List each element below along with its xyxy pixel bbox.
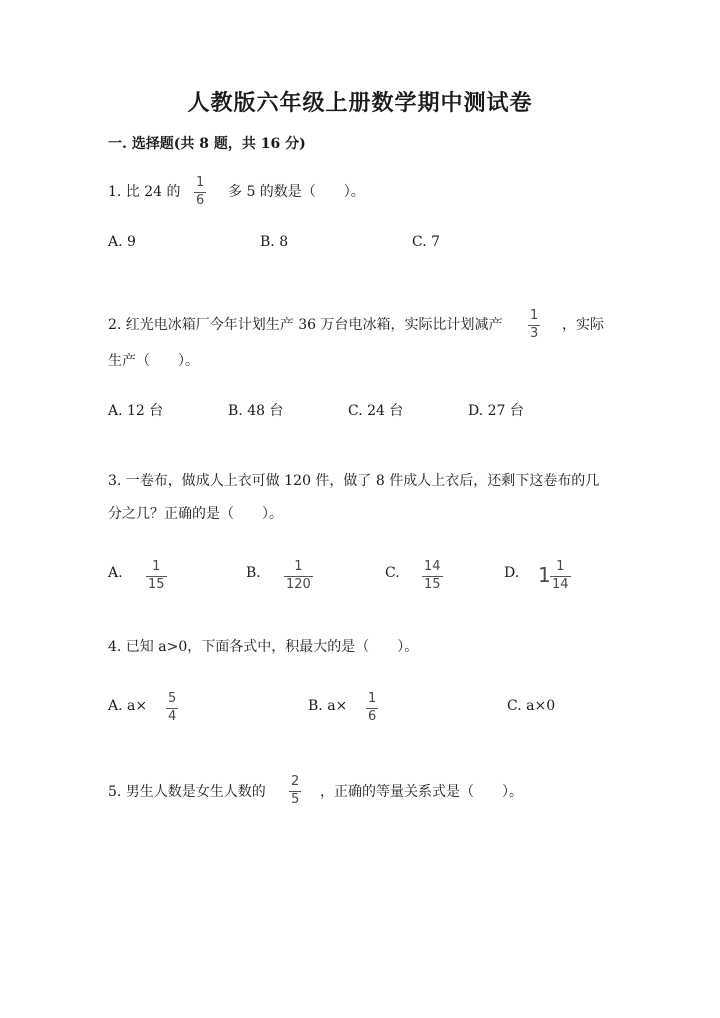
numerator: 1 — [556, 559, 565, 574]
question-text: ，实际 — [562, 317, 604, 333]
option-c-label[interactable]: C. — [385, 565, 400, 581]
denominator: 6 — [368, 708, 377, 724]
option-a-label[interactable]: A. — [108, 565, 123, 581]
option-b-fraction — [284, 560, 313, 591]
denominator: 5 — [291, 791, 300, 807]
option-b-label[interactable]: B. a× — [308, 698, 348, 714]
question-text: 1. 比 24 的 — [108, 184, 181, 200]
option-c-fraction — [422, 560, 443, 591]
option-d-whole: 1 — [538, 563, 551, 587]
option-b-fraction — [366, 692, 378, 723]
option-a[interactable]: A. 9 — [108, 234, 136, 250]
option-a[interactable]: A. 12 台 — [108, 403, 164, 419]
denominator: 15 — [424, 576, 441, 592]
fraction — [528, 309, 540, 340]
fraction — [194, 176, 206, 207]
page-title: 人教版六年级上册数学期中测试卷 — [187, 90, 533, 116]
numerator: 1 — [152, 559, 161, 574]
option-c[interactable]: C. 7 — [412, 234, 441, 250]
numerator: 1 — [530, 308, 539, 323]
question-text: 2. 红光电冰箱厂今年计划生产 36 万台电冰箱，实际比计划减产 — [108, 317, 503, 333]
numerator: 1 — [196, 175, 205, 190]
question-text: 多 5 的数是（ ）。 — [228, 184, 365, 200]
section-heading: 一. 选择题(共 8 题，共 16 分) — [108, 136, 306, 152]
option-b-label[interactable]: B. — [246, 565, 261, 581]
option-d-label[interactable]: D. — [504, 565, 520, 581]
option-b[interactable]: B. 8 — [260, 234, 289, 250]
question-text-line2: 生产（ ）。 — [108, 353, 199, 369]
question-text-line2: 分之几？正确的是（ ）。 — [108, 506, 283, 522]
denominator: 6 — [196, 192, 205, 208]
denominator: 120 — [286, 576, 311, 592]
numerator: 1 — [368, 691, 377, 706]
option-d-fraction — [550, 560, 571, 591]
denominator: 15 — [148, 576, 165, 592]
option-d[interactable]: D. 27 台 — [468, 403, 524, 419]
question-text: 4. 已知 a>0，下面各式中，积最大的是（ ）。 — [108, 639, 419, 655]
option-a-label[interactable]: A. a× — [108, 698, 148, 714]
option-c-label[interactable]: C. a×0 — [507, 698, 556, 714]
option-b[interactable]: B. 48 台 — [228, 403, 284, 419]
question-text: ，正确的等量关系式是（ ）。 — [320, 784, 523, 800]
numerator: 1 — [294, 559, 303, 574]
denominator: 3 — [530, 325, 539, 341]
numerator: 14 — [424, 559, 441, 574]
option-c[interactable]: C. 24 台 — [348, 403, 404, 419]
option-a-fraction — [146, 560, 167, 591]
question-text: 5. 男生人数是女生人数的 — [108, 784, 266, 800]
numerator: 2 — [291, 774, 300, 789]
denominator: 4 — [168, 708, 177, 724]
option-a-fraction — [166, 692, 178, 723]
denominator: 14 — [552, 576, 569, 592]
question-text: 3. 一卷布，做成人上衣可做 120 件，做了 8 件成人上衣后，还剩下这卷布的几 — [108, 473, 600, 489]
numerator: 5 — [168, 691, 177, 706]
fraction — [289, 775, 301, 806]
